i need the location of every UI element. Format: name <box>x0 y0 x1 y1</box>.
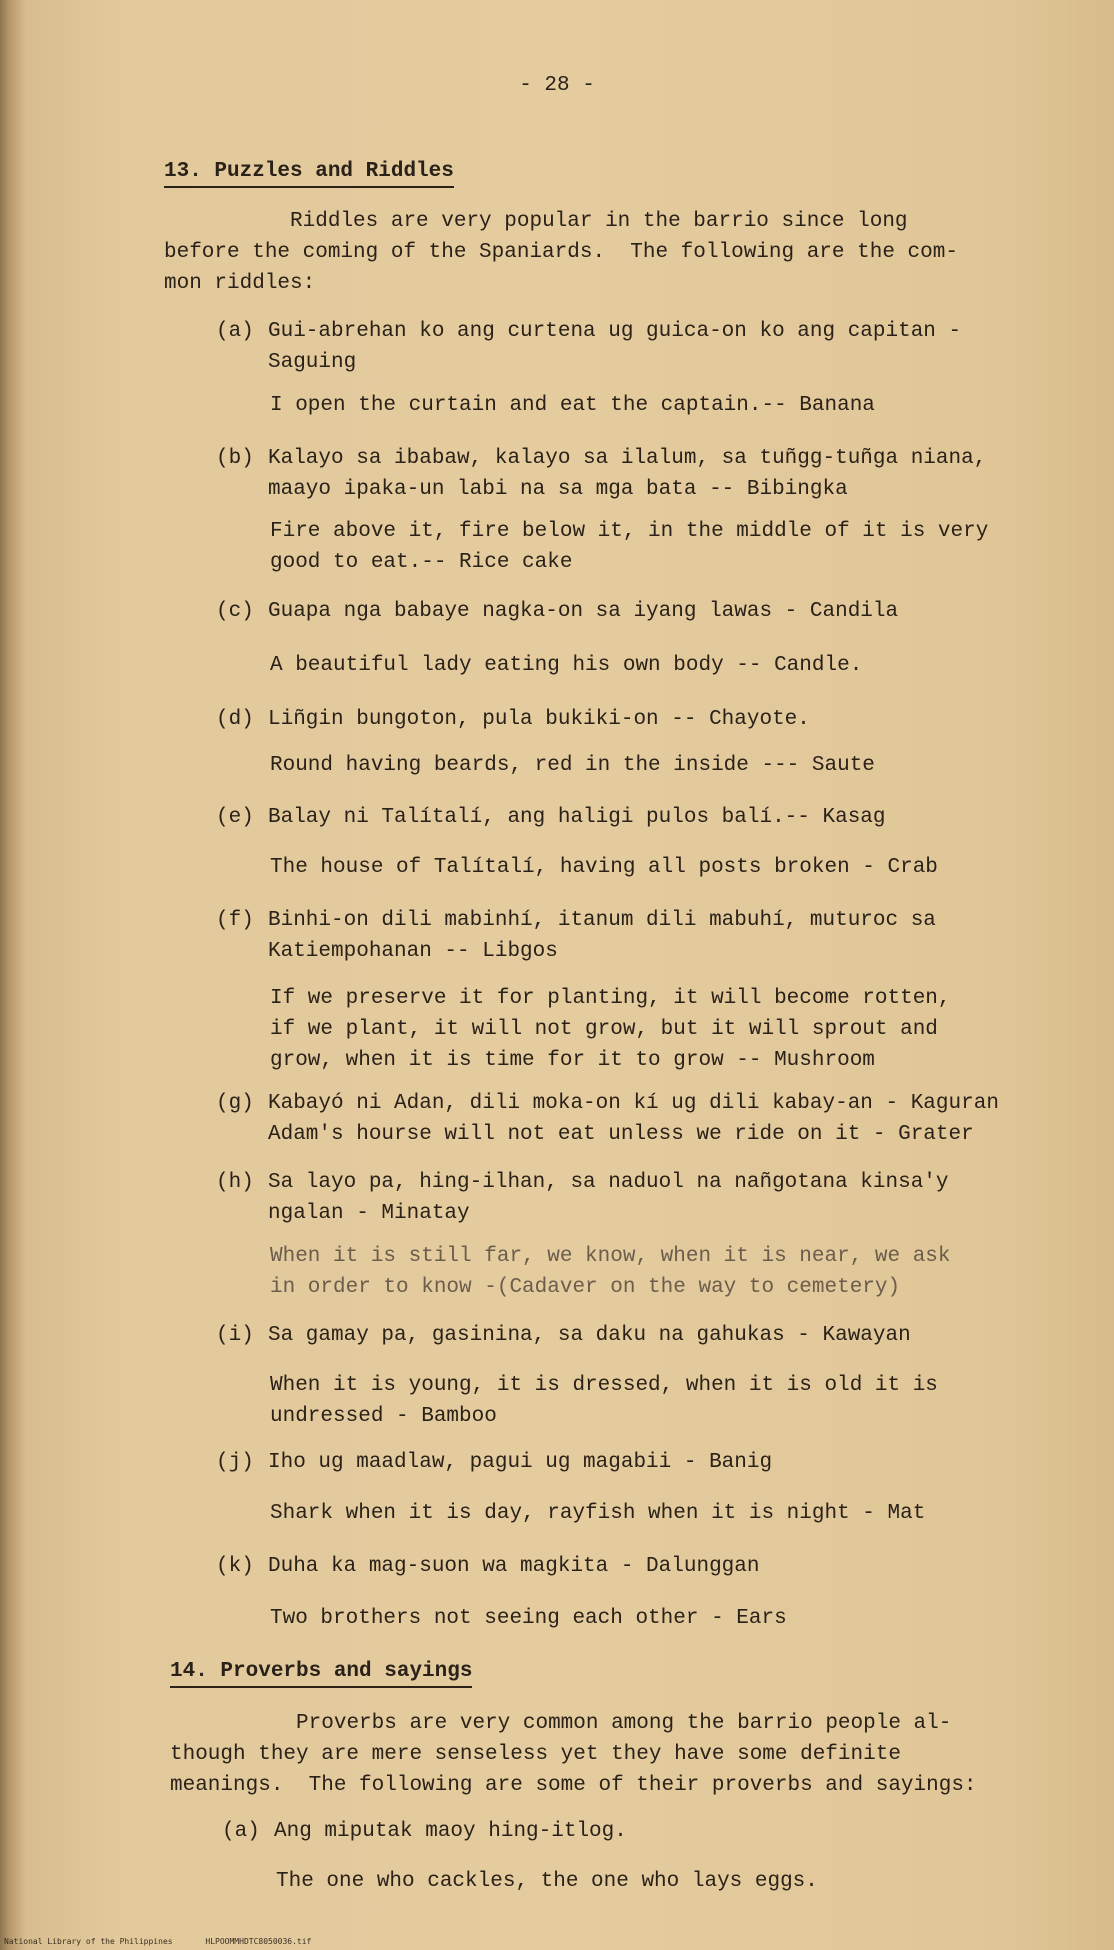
section-14-heading: 14. Proverbs and sayings <box>170 1660 472 1688</box>
riddle-translation: Fire above it, fire below it, in the middle of it is very good to eat.-- Rice cake <box>270 520 989 574</box>
proverb-original: Ang miputak maoy hing-itlog. <box>274 1820 627 1843</box>
riddle-c <box>216 596 1016 627</box>
item-label: (a) <box>222 1820 260 1843</box>
riddle-original: Guapa nga babaye nagka-on sa iyang lawas - Candila <box>268 600 899 623</box>
riddle-translation: When it is young, it is dressed, when it is old it is undressed - Bamboo <box>270 1374 938 1428</box>
item-label: (f) <box>216 909 254 932</box>
footer-filename: HLPOOMMHDTC8050036.tif <box>205 1937 312 1946</box>
riddle-original: Iho ug maadlaw, pagui ug magabii - Banig <box>268 1451 773 1474</box>
riddle-b <box>216 443 1016 501</box>
riddle-translation: A beautiful lady eating his own body -- Candle. <box>270 654 863 677</box>
riddle-k <box>216 1551 1016 1582</box>
item-label: (i) <box>216 1324 254 1347</box>
item-label: (h) <box>216 1171 254 1194</box>
item-label: (e) <box>216 806 254 829</box>
item-label: (c) <box>216 600 254 623</box>
riddle-j <box>216 1447 1016 1478</box>
item-label: (b) <box>216 447 254 470</box>
scan-footer <box>4 1937 339 1946</box>
item-label: (d) <box>216 708 254 731</box>
riddle-translation: I open the curtain and eat the captain.-- Banana <box>270 394 875 417</box>
riddle-translation: Shark when it is day, rayfish when it is night - Mat <box>270 1502 926 1525</box>
page-number: - 28 - <box>519 74 595 97</box>
proverb-translation: The one who cackles, the one who lays eggs. <box>276 1870 818 1893</box>
riddle-h <box>216 1167 1016 1225</box>
riddle-g <box>216 1088 1016 1146</box>
riddle-original: Binhi-on dili mabinhí, itanum dili mabuhí, muturoc sa Katiempohanan -- Libgos <box>268 909 936 963</box>
section-13-heading: 13. Puzzles and Riddles <box>164 160 454 188</box>
riddle-e <box>216 802 1016 833</box>
section-13-intro: Riddles are very popular in the barrio since long before the coming of the Spaniards. The following are the com- mon riddles: <box>164 210 958 295</box>
proverb-a <box>222 1816 1022 1847</box>
riddle-a <box>216 316 1016 374</box>
section-14-intro: Proverbs are very common among the barrio people al- though they are mere senseless yet they have some definite meanings. The following are some of their proverbs and sayings: <box>170 1712 977 1797</box>
riddle-f <box>216 905 1016 963</box>
item-label: (j) <box>216 1451 254 1474</box>
riddle-original: Sa gamay pa, gasinina, sa daku na gahukas - Kawayan <box>268 1324 911 1347</box>
item-label: (a) <box>216 320 254 343</box>
riddle-translation: If we preserve it for planting, it will become rotten, if we plant, it will not grow, but it will sprout and grow, when it is time for it to grow -- Mushroom <box>270 987 951 1072</box>
riddle-translation: Round having beards, red in the inside --- Saute <box>270 754 875 777</box>
footer-library: National Library of the Philippines <box>4 1937 173 1946</box>
riddle-original: Gui-abrehan ko ang curtena ug guica-on ko ang capitan - Saguing <box>268 320 962 374</box>
riddle-original: Balay ni Talítalí, ang haligi pulos balí.-- Kasag <box>268 806 886 829</box>
riddle-original: Liñgin bungoton, pula bukiki-on -- Chayote. <box>268 708 810 731</box>
riddle-d <box>216 704 1016 735</box>
riddle-original: Kabayó ni Adan, dili moka-on kí ug dili kabay-an - Kaguran Adam's hourse will not eat unless we ride on it - Grater <box>268 1092 999 1146</box>
riddle-translation: When it is still far, we know, when it is near, we ask in order to know -(Cadaver on the way to cemetery) <box>270 1245 951 1299</box>
riddle-translation: The house of Talítalí, having all posts broken - Crab <box>270 856 938 879</box>
riddle-original: Duha ka mag-suon wa magkita - Dalunggan <box>268 1555 760 1578</box>
riddle-i <box>216 1320 1016 1351</box>
riddle-original: Sa layo pa, hing-ilhan, sa naduol na nañgotana kinsa'y ngalan - Minatay <box>268 1171 949 1225</box>
riddle-translation: Two brothers not seeing each other - Ears <box>270 1607 787 1630</box>
riddle-original: Kalayo sa ibabaw, kalayo sa ilalum, sa tuñgg-tuñga niana, maayo ipaka-un labi na sa mga bata -- Bibingka <box>268 447 987 501</box>
item-label: (g) <box>216 1092 254 1115</box>
item-label: (k) <box>216 1555 254 1578</box>
